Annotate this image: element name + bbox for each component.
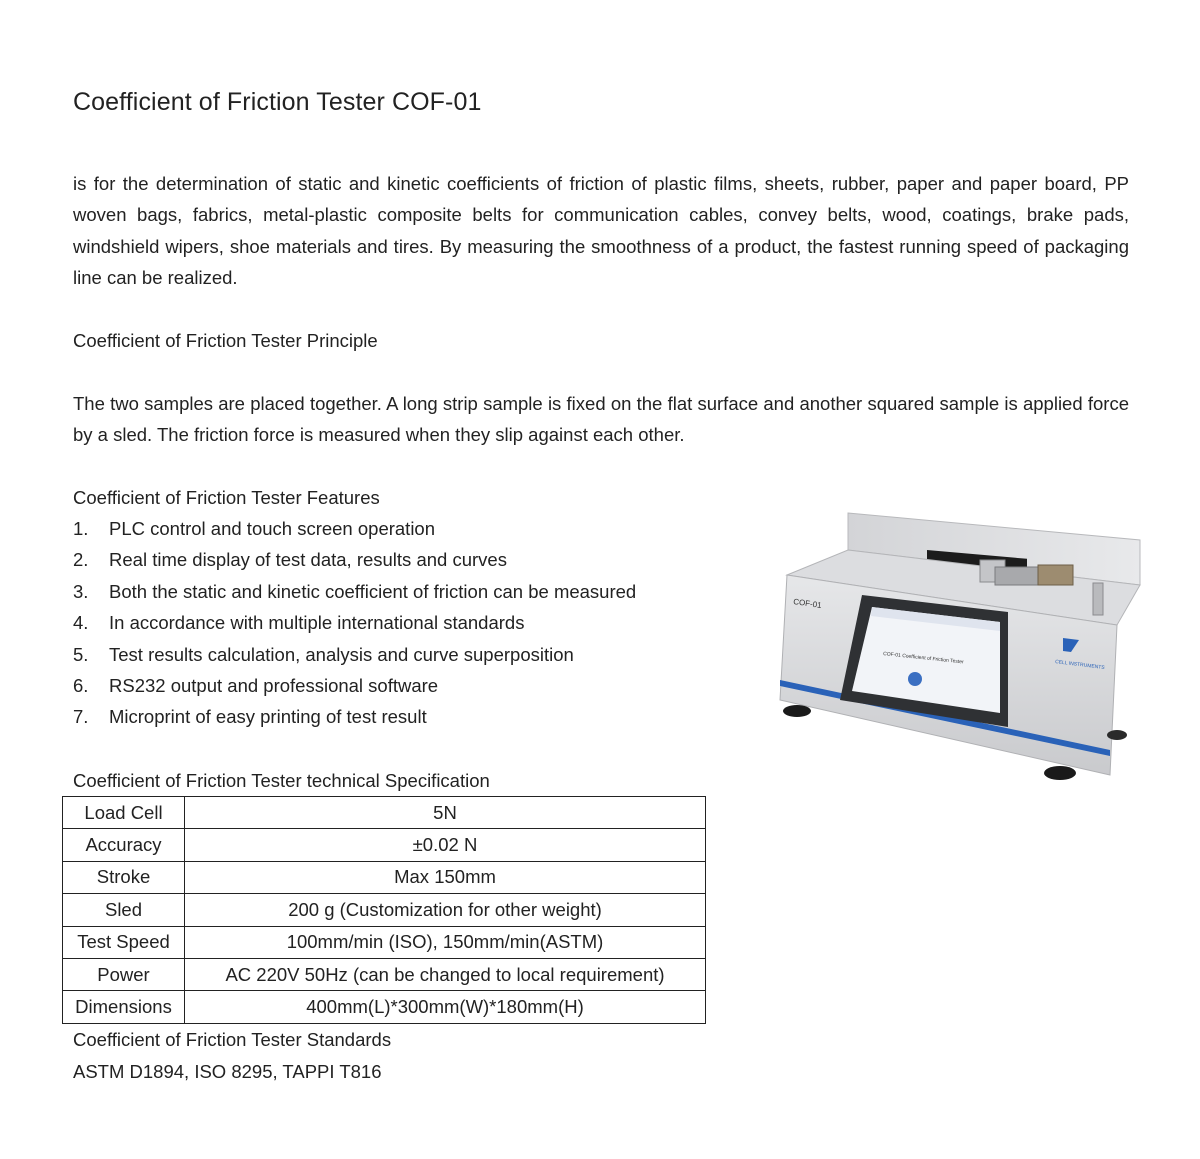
spec-value: AC 220V 50Hz (can be changed to local requirement) — [185, 958, 706, 990]
table-row — [63, 861, 706, 893]
list-number: 2. — [73, 549, 89, 571]
model-label: COF-01 — [792, 597, 823, 610]
spec-value: Max 150mm — [185, 861, 706, 893]
screen-text: COF-01 Coefficient of Friction Tester — [882, 651, 964, 666]
list-text: RS232 output and professional software — [109, 675, 439, 697]
principle-paragraph: The two samples are placed together. A long strip sample is fixed on the flat surface and another squared sample is applied force by a sled. The friction force is measured when they slip against each other. — [73, 393, 1129, 446]
list-text: Both the static and kinetic coefficient of friction can be measured — [109, 580, 637, 602]
specification-heading: Coefficient of Friction Tester technical Specification — [73, 770, 490, 791]
spec-key: Power — [63, 958, 185, 990]
spec-key: Dimensions — [63, 991, 185, 1023]
spec-value: 100mm/min (ISO), 150mm/min(ASTM) — [185, 926, 706, 958]
table-row — [63, 829, 706, 861]
standards-text: ASTM D1894, ISO 8295, TAPPI T816 — [73, 1061, 382, 1082]
page-title: Coefficient of Friction Tester COF-01 — [73, 88, 482, 116]
list-item — [73, 576, 636, 607]
intro-paragraph: is for the determination of static and kinetic coefficients of friction of plastic films, sheets, rubber, paper and paper board, PP woven bags, fabrics, metal-plastic composite belts for communication cables, convey belts, wood, coatings, brake pads, windshield wipers, shoe materials and tires. By measuring the smoothness of a product, the fastest running speed of packaging line can be realized. — [73, 173, 1129, 289]
list-number: 5. — [73, 643, 89, 665]
list-item — [73, 607, 636, 638]
table-row — [63, 894, 706, 926]
spec-key: Accuracy — [63, 829, 185, 861]
brand-text: CELL INSTRUMENTS — [1054, 659, 1105, 672]
list-text: Test results calculation, analysis and curve superposition — [109, 643, 574, 665]
table-row — [63, 797, 706, 829]
list-item — [73, 670, 636, 701]
product-image — [755, 505, 1175, 790]
standards-heading: Coefficient of Friction Tester Standards — [73, 1029, 392, 1050]
list-item — [73, 544, 636, 575]
list-item — [73, 639, 636, 670]
table-row — [63, 926, 706, 958]
spec-key: Sled — [63, 894, 185, 926]
list-text: PLC control and touch screen operation — [109, 518, 436, 539]
spec-value: 400mm(L)*300mm(W)*180mm(H) — [185, 991, 706, 1023]
list-item — [73, 701, 636, 732]
list-text: Microprint of easy printing of test result — [109, 706, 427, 728]
features-list — [73, 513, 636, 733]
spec-value: 5N — [185, 797, 706, 829]
list-number: 6. — [73, 675, 89, 697]
list-number: 7. — [73, 706, 89, 728]
list-text: In accordance with multiple international standards — [109, 612, 525, 634]
list-number: 3. — [73, 580, 89, 602]
list-number: 4. — [73, 612, 89, 634]
list-text: Real time display of test data, results and curves — [109, 549, 507, 571]
spec-value: 200 g (Customization for other weight) — [185, 894, 706, 926]
table-row — [63, 991, 706, 1023]
features-heading: Coefficient of Friction Tester Features — [73, 487, 380, 508]
principle-heading: Coefficient of Friction Tester Principle — [73, 330, 378, 351]
specification-table — [62, 796, 706, 1024]
spec-value: ±0.02 N — [185, 829, 706, 861]
table-row — [63, 958, 706, 990]
list-number: 1. — [73, 518, 89, 539]
spec-key: Load Cell — [63, 797, 185, 829]
list-item — [73, 513, 636, 544]
spec-key: Stroke — [63, 861, 185, 893]
spec-key: Test Speed — [63, 926, 185, 958]
